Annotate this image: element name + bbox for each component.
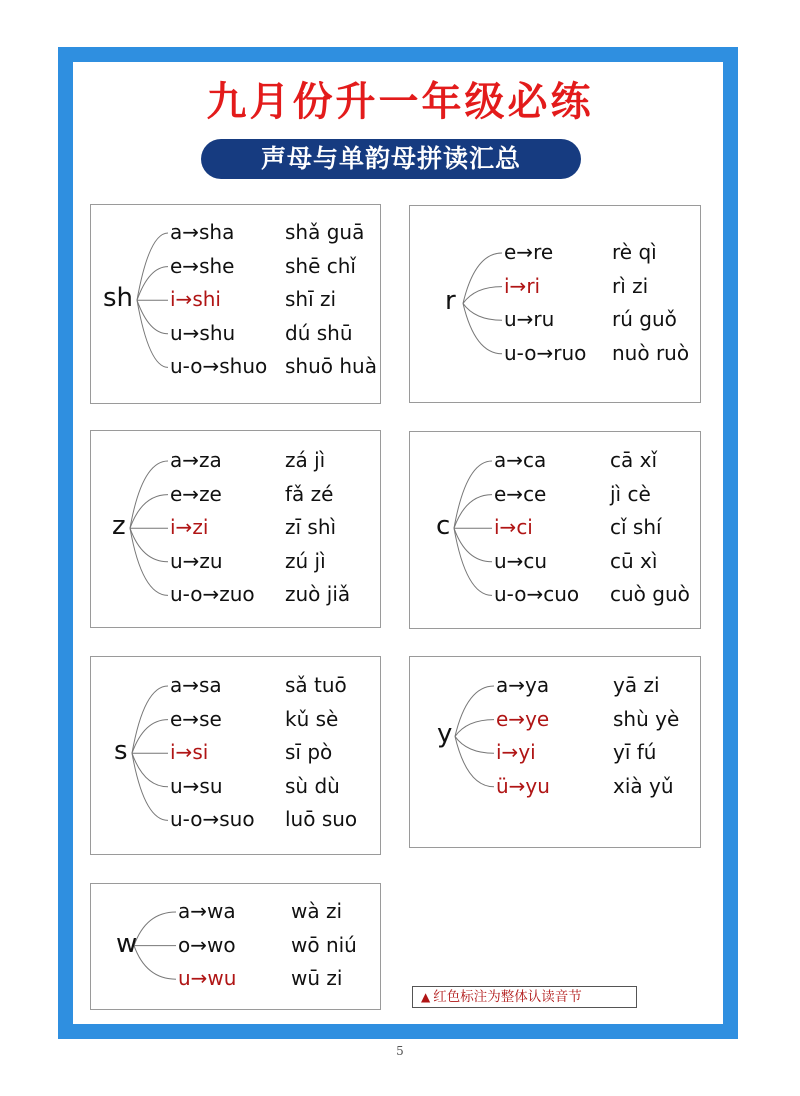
example-word: shuō huà: [285, 354, 377, 379]
example-word: jì cè: [610, 481, 651, 506]
legend-note: [412, 986, 637, 1008]
syllable: e→she: [170, 253, 235, 278]
example-word: shē chǐ: [285, 253, 356, 278]
example-word: rú guǒ: [612, 307, 677, 332]
example-word: luō suo: [285, 807, 358, 832]
example-word: fǎ zé: [285, 481, 334, 506]
example-word: zú jì: [285, 548, 326, 573]
example-word: shù yè: [613, 706, 680, 731]
connector-line: [134, 912, 176, 946]
example-word: sù dù: [285, 773, 340, 798]
syllable: a→za: [170, 448, 222, 472]
syllable: u→shu: [170, 320, 236, 345]
syllable: e→ce: [494, 481, 547, 506]
syllable: u-o→ruo: [504, 340, 587, 365]
example-word: cā xǐ: [610, 448, 658, 472]
example-word: cuò guò: [610, 582, 690, 607]
syllable: u→wu: [178, 966, 237, 991]
connector-line: [134, 946, 176, 980]
example-word: shī zi: [285, 287, 337, 312]
syllable: e→ye: [496, 706, 550, 731]
syllable: ü→yu: [496, 773, 550, 798]
syllable: i→zi: [170, 515, 209, 540]
initial-consonant: w: [116, 928, 138, 959]
initial-consonant: z: [112, 511, 126, 542]
example-word: zá jì: [285, 448, 326, 472]
example-word: kǔ sè: [285, 706, 339, 731]
example-word: sǎ tuō: [285, 673, 347, 697]
example-word: zī shì: [285, 515, 337, 540]
example-word: wà zi: [291, 899, 343, 923]
syllable: u→su: [170, 773, 223, 798]
initial-consonant: c: [436, 511, 451, 542]
example-word: sī pò: [285, 740, 333, 765]
syllable: i→shi: [170, 287, 221, 312]
example-word: yā zi: [613, 673, 660, 697]
syllable: i→ci: [494, 515, 533, 540]
page-number: 5: [396, 1044, 404, 1058]
example-word: wū zi: [291, 966, 343, 991]
syllable: i→si: [170, 740, 209, 765]
example-word: yī fú: [613, 740, 657, 765]
example-word: nuò ruò: [612, 340, 690, 365]
syllable: u→ru: [504, 307, 555, 332]
initial-consonant: sh: [103, 283, 134, 314]
page-title: 九月份升一年级必练: [206, 79, 594, 125]
example-word: shǎ guā: [285, 220, 365, 244]
subtitle-banner: 声母与单韵母拼读汇总: [201, 139, 581, 179]
syllable: i→yi: [496, 740, 536, 765]
syllable: e→re: [504, 240, 554, 264]
initial-consonant: s: [114, 736, 128, 767]
syllable: e→ze: [170, 481, 222, 506]
legend-note-text: 红色标注为整体认读音节: [433, 989, 582, 1005]
syllable: u-o→cuo: [494, 582, 580, 607]
example-word: xià yǔ: [613, 773, 674, 798]
example-word: cǐ shí: [610, 515, 662, 540]
syllable: u→cu: [494, 548, 548, 573]
example-word: rì zi: [612, 273, 649, 298]
syllable: a→sha: [170, 220, 235, 244]
example-word: dú shū: [285, 320, 353, 345]
example-word: cū xì: [610, 548, 658, 573]
syllable: u-o→shuo: [170, 354, 268, 379]
syllable: i→ri: [504, 273, 541, 298]
triangle-icon: ▲: [421, 990, 431, 1004]
syllable: a→wa: [178, 899, 236, 923]
example-word: zuò jiǎ: [285, 582, 351, 607]
syllable: a→ca: [494, 448, 547, 472]
syllable: u→zu: [170, 548, 223, 573]
syllable: a→sa: [170, 673, 222, 697]
example-word: rè qì: [612, 240, 657, 264]
syllable: o→wo: [178, 932, 236, 957]
syllable: a→ya: [496, 673, 550, 697]
example-word: wō niú: [291, 932, 357, 957]
initial-consonant: y: [437, 719, 453, 750]
syllable: u-o→zuo: [170, 582, 255, 607]
initial-consonant: r: [445, 286, 456, 317]
syllable: u-o→suo: [170, 807, 255, 832]
syllable: e→se: [170, 706, 222, 731]
